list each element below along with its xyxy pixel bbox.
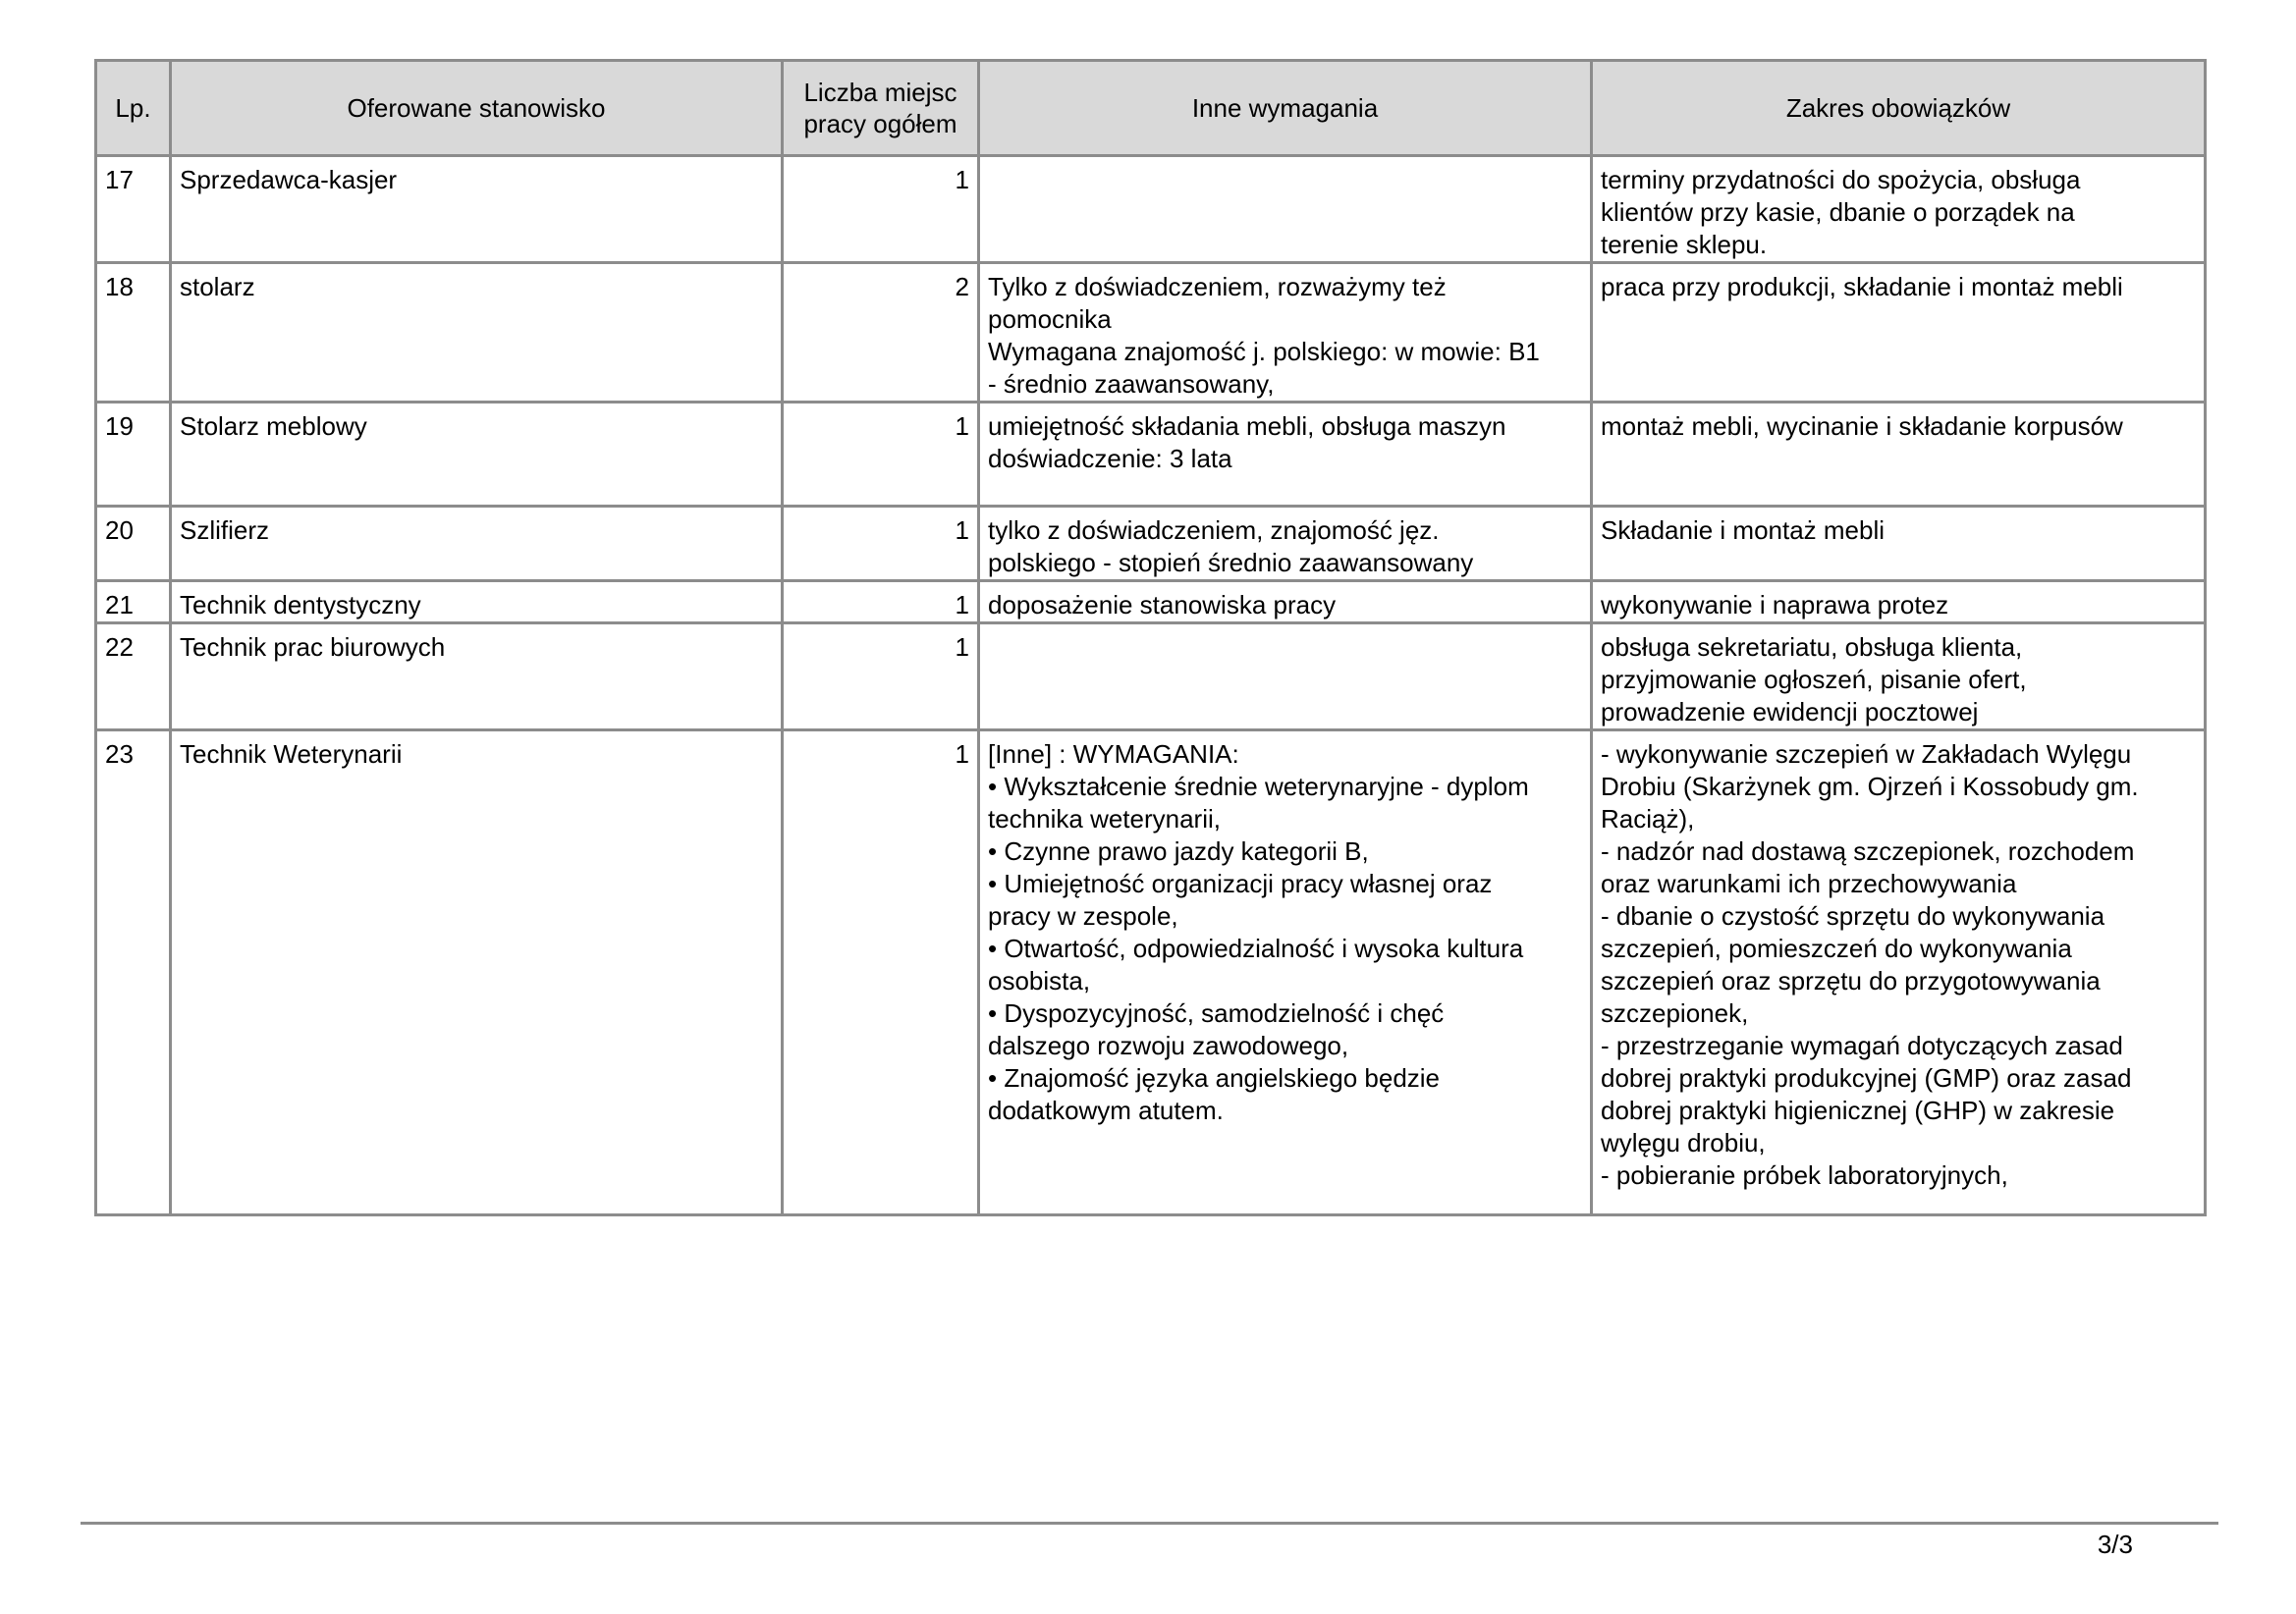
cell-position: Technik prac biurowych — [171, 623, 783, 730]
cell-count: 1 — [783, 403, 979, 507]
table-row — [96, 507, 2206, 581]
header-requirements: Inne wymagania — [979, 61, 1592, 156]
cell-count: 1 — [783, 581, 979, 623]
cell-count: 1 — [783, 730, 979, 1215]
cell-position: Technik dentystyczny — [171, 581, 783, 623]
cell-lp: 17 — [96, 156, 171, 263]
cell-lp: 18 — [96, 263, 171, 403]
cell-lp: 19 — [96, 403, 171, 507]
header-count: Liczba miejsc pracy ogółem — [783, 61, 979, 156]
cell-position: Technik Weterynarii — [171, 730, 783, 1215]
cell-duties: Składanie i montaż mebli — [1592, 507, 2206, 581]
cell-duties: obsługa sekretariatu, obsługa klienta, przyjmowanie ogłoszeń, pisanie ofert, prowadzenie ewidencji pocztowej — [1592, 623, 2206, 730]
cell-requirements: [Inne] : WYMAGANIA: • Wykształcenie średnie weterynaryjne - dyplom technika weterynarii, • Czynne prawo jazdy kategorii B, • Umiejętność organizacji pracy własnej oraz pracy w zespole, • Otwartość, odpowiedzialność i wysoka kultura osobista, • Dyspozycyjność, samodzielność i chęć dalszego rozwoju zawodowego, • Znajomość języka angielskiego będzie dodatkowym atutem. — [979, 730, 1592, 1215]
cell-lp: 22 — [96, 623, 171, 730]
cell-requirements: doposażenie stanowiska pracy — [979, 581, 1592, 623]
cell-requirements: Tylko z doświadczeniem, rozważymy też pomocnika Wymagana znajomość j. polskiego: w mowie: B1 - średnio zaawansowany, — [979, 263, 1592, 403]
cell-requirements — [979, 156, 1592, 263]
table-row — [96, 403, 2206, 507]
table-row — [96, 623, 2206, 730]
cell-count: 1 — [783, 623, 979, 730]
table-row — [96, 156, 2206, 263]
footer-divider — [81, 1522, 2218, 1525]
table-row — [96, 581, 2206, 623]
table-row — [96, 730, 2206, 1215]
page-number: 3/3 — [2097, 1530, 2133, 1559]
cell-duties: praca przy produkcji, składanie i montaż mebli — [1592, 263, 2206, 403]
cell-position: Szlifierz — [171, 507, 783, 581]
header-duties: Zakres obowiązków — [1592, 61, 2206, 156]
table-row — [96, 263, 2206, 403]
cell-lp: 20 — [96, 507, 171, 581]
cell-count: 2 — [783, 263, 979, 403]
header-lp: Lp. — [96, 61, 171, 156]
cell-position: stolarz — [171, 263, 783, 403]
cell-position: Sprzedawca-kasjer — [171, 156, 783, 263]
cell-requirements: tylko z doświadczeniem, znajomość jęz. polskiego - stopień średnio zaawansowany — [979, 507, 1592, 581]
cell-position: Stolarz meblowy — [171, 403, 783, 507]
cell-duties: montaż mebli, wycinanie i składanie korpusów — [1592, 403, 2206, 507]
cell-duties: terminy przydatności do spożycia, obsługa klientów przy kasie, dbanie o porządek na terenie sklepu. — [1592, 156, 2206, 263]
job-offers-table — [94, 59, 2207, 1216]
cell-duties: - wykonywanie szczepień w Zakładach Wylęgu Drobiu (Skarżynek gm. Ojrzeń i Kossobudy gm. Raciąż), - nadzór nad dostawą szczepionek, rozchodem oraz warunkami ich przechowywania - dbanie o czystość sprzętu do wykonywania szczepień, pomieszczeń do wykonywania szczepień oraz sprzętu do przygotowywania szczepionek, - przestrzeganie wymagań dotyczących zasad dobrej praktyki produkcyjnej (GMP) oraz zasad dobrej praktyki higienicznej (GHP) w zakresie wylęgu drobiu, - pobieranie próbek laboratoryjnych, — [1592, 730, 2206, 1215]
cell-requirements: umiejętność składania mebli, obsługa maszyn doświadczenie: 3 lata — [979, 403, 1592, 507]
cell-lp: 21 — [96, 581, 171, 623]
cell-count: 1 — [783, 156, 979, 263]
table-header-row — [96, 61, 2206, 156]
cell-lp: 23 — [96, 730, 171, 1215]
cell-duties: wykonywanie i naprawa protez — [1592, 581, 2206, 623]
header-position: Oferowane stanowisko — [171, 61, 783, 156]
cell-count: 1 — [783, 507, 979, 581]
cell-requirements — [979, 623, 1592, 730]
